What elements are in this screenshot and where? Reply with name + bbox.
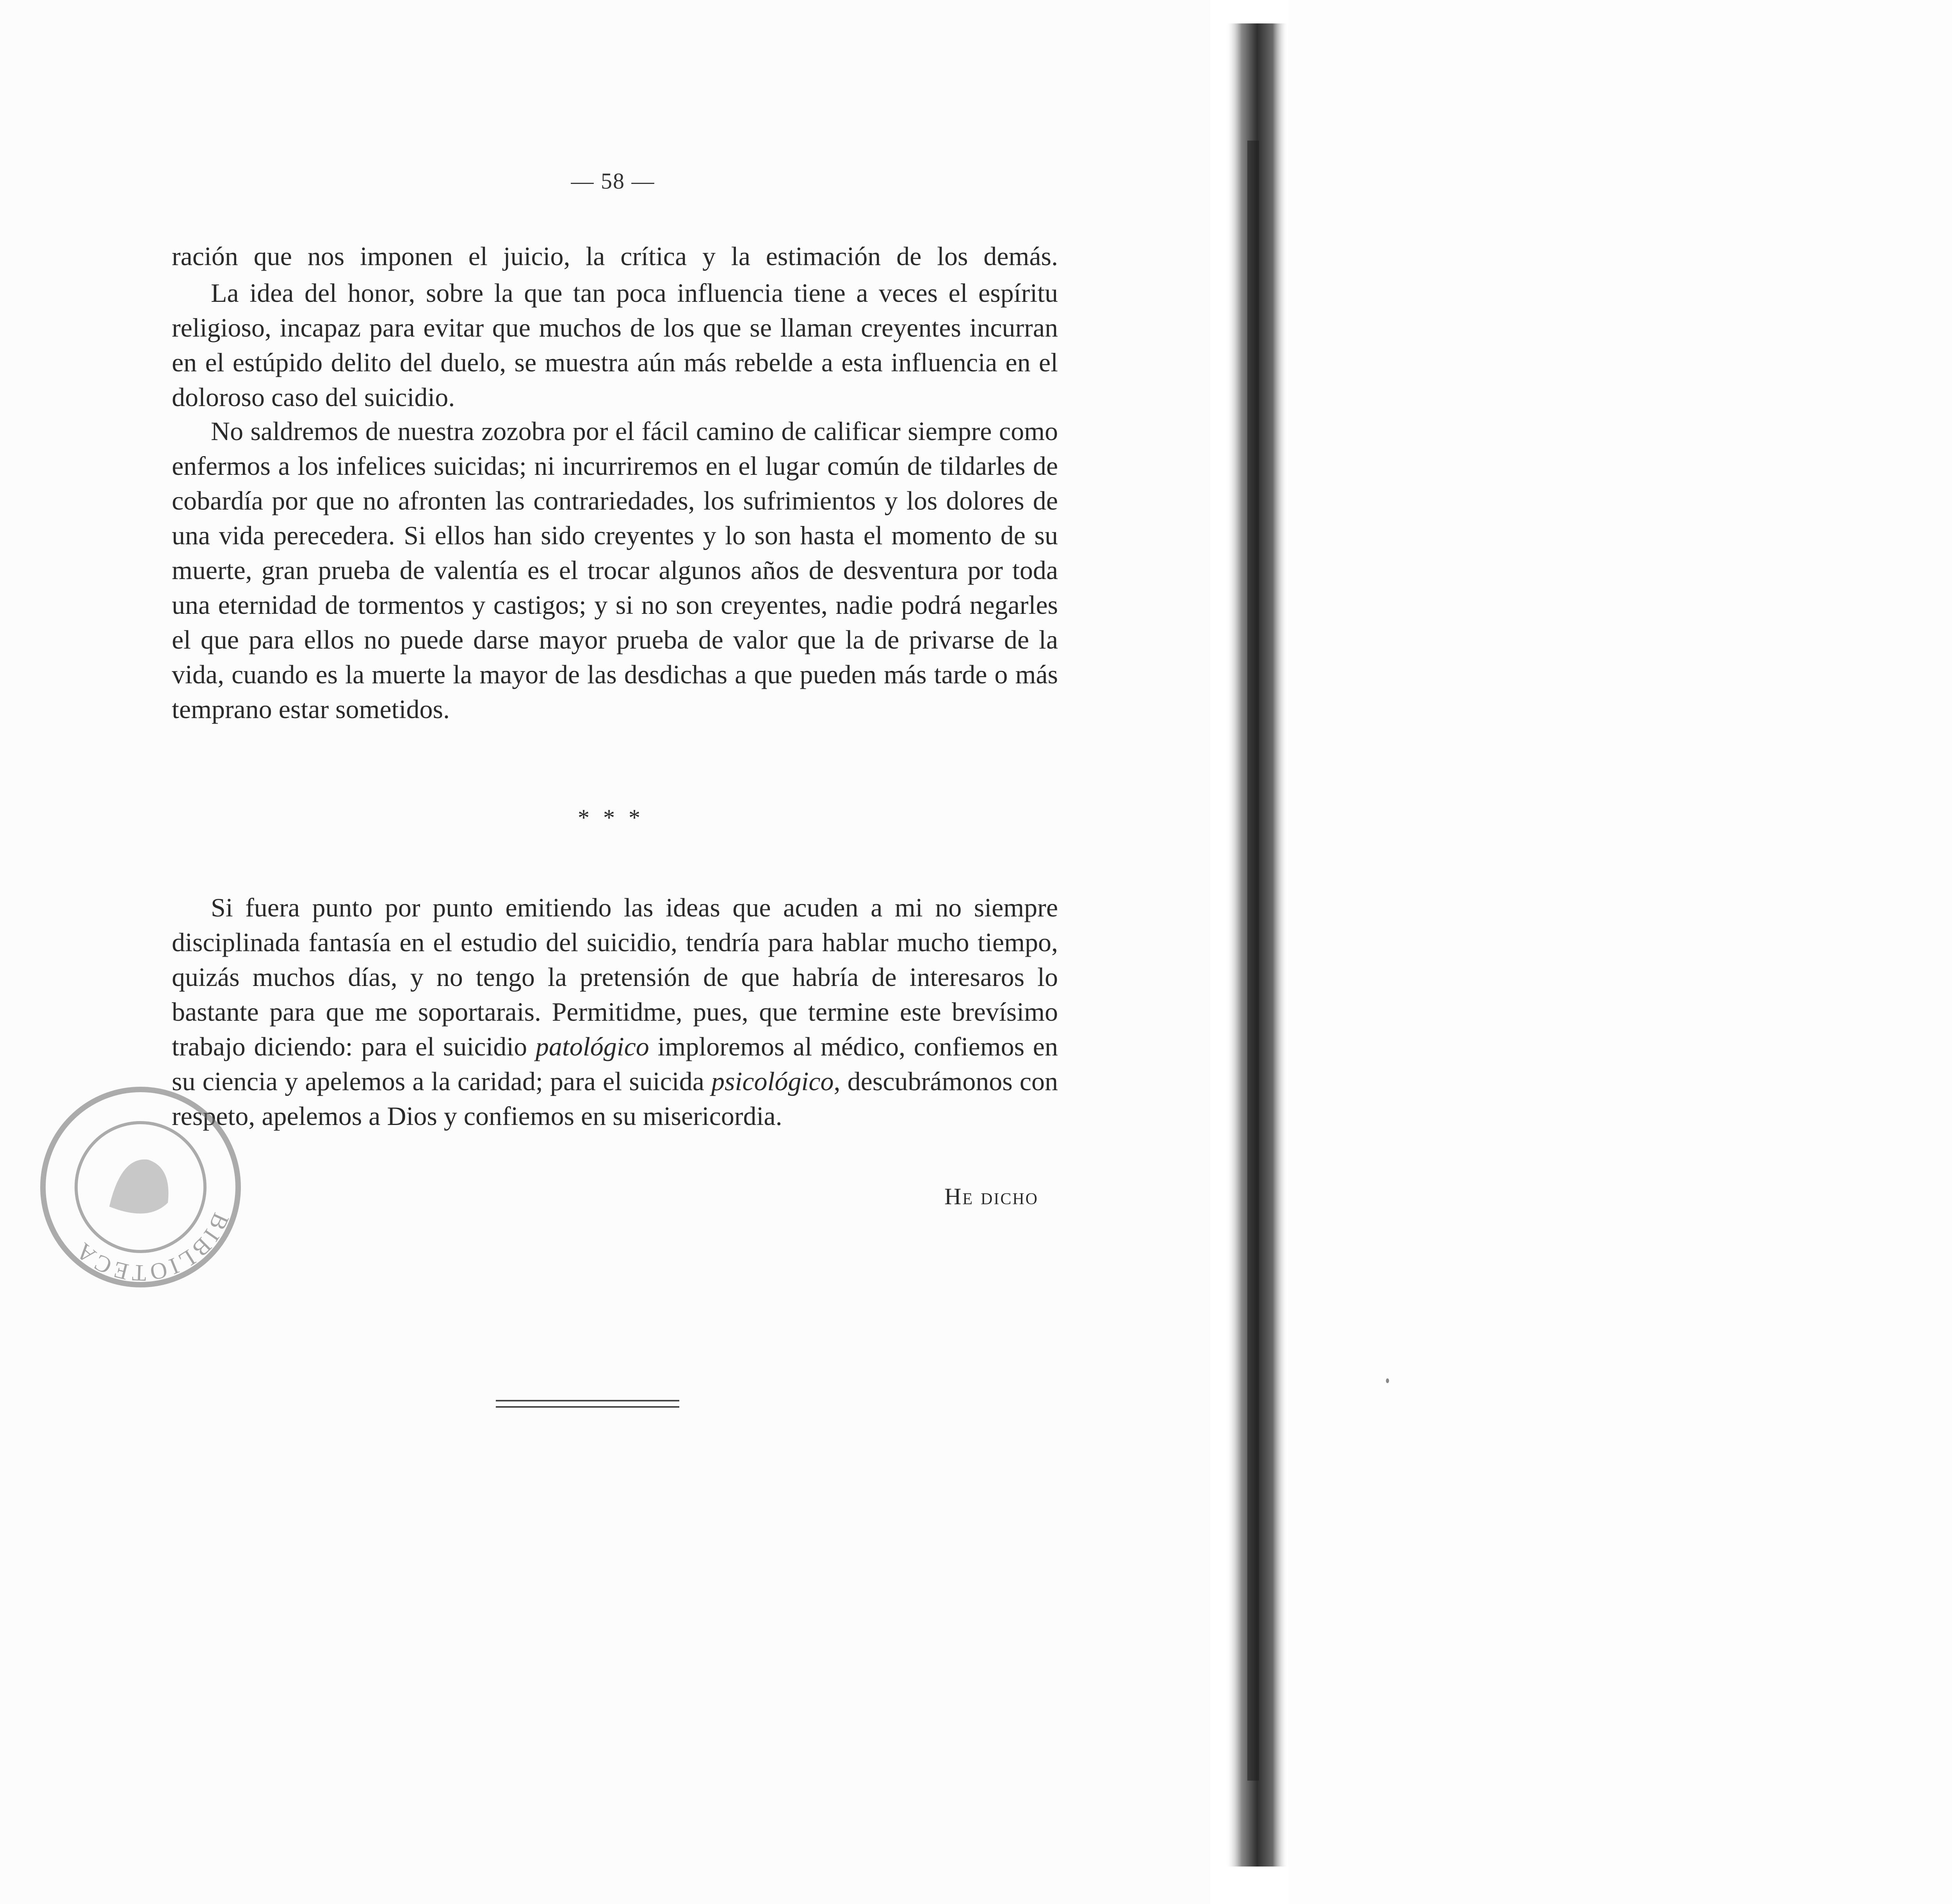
right-page-blank [1288,0,1952,1904]
book-spine-shadow [1226,23,1288,1867]
paragraph-final [172,890,1058,1134]
paragraph-2 [172,276,1058,415]
section-asterism: * * * [578,805,644,831]
paper-speck [1386,1378,1389,1383]
paragraph-final-part2: imploremos al médico, confiemos en su ciencia y apelemos a la caridad; para el suicida [172,1032,1058,1096]
page-number: — 58 — [571,168,655,194]
paragraph-1: ración que nos imponen el juicio, la crítica y la estimación de los demás. [172,241,1058,271]
paragraph-3-text: No saldremos de nuestra zozobra por el fácil camino de calificar siempre como enfermos a los infelices suicidas; ni incurriremos en el lugar común de tildarles de cobardía por que no afronten las contrariedades, los sufrimientos y los dolores de una vida perecedera. Si ellos han sido creyentes y lo son hasta el momento de su muerte, gran prueba de valentía es el trocar algunos años de desventura por toda una eternidad de tormentos y castigos; y si no son creyentes, nadie podrá negarles el que para ellos no puede darse mayor prueba de valor que la de privarse de la vida, cuando es la muerte la mayor de las desdichas a que pueden más tarde o más temprano estar sometidos. [172,416,1058,724]
paragraph-3 [172,414,1058,727]
end-double-rule [496,1400,679,1408]
library-stamp-seal [31,1078,250,1296]
signoff: He dicho [944,1184,1038,1209]
paragraph-final-part3: , descubrámonos con respeto, apelemos a Dios y confiemos en su misericordia. [172,1066,1058,1131]
italic-patologico: patológico [535,1032,649,1061]
italic-psicologico: psicológico [711,1066,834,1096]
paragraph-final-part1: Si fuera punto por punto emitiendo las ideas que acuden a mi no siempre disciplinada fantasía en el estudio del suicidio, tendría para hablar mucho tiempo, quizás muchos días, y no tengo la pretensión de que habría de interesaros lo bastante para que me soportarais. Permitidme, pues, que termine este brevísimo trabajo diciendo: para el suicidio [172,893,1058,1061]
paragraph-2-text: La idea del honor, sobre la que tan poca influencia tiene a veces el espíritu religioso, incapaz para evitar que muchos de los que se llaman creyentes incurran en el estúpido delito del duelo, se muestra aún más rebelde a esta influencia en el doloroso caso del suicidio. [172,278,1058,412]
stamp-text: BIBLIOTECA [69,1209,234,1286]
